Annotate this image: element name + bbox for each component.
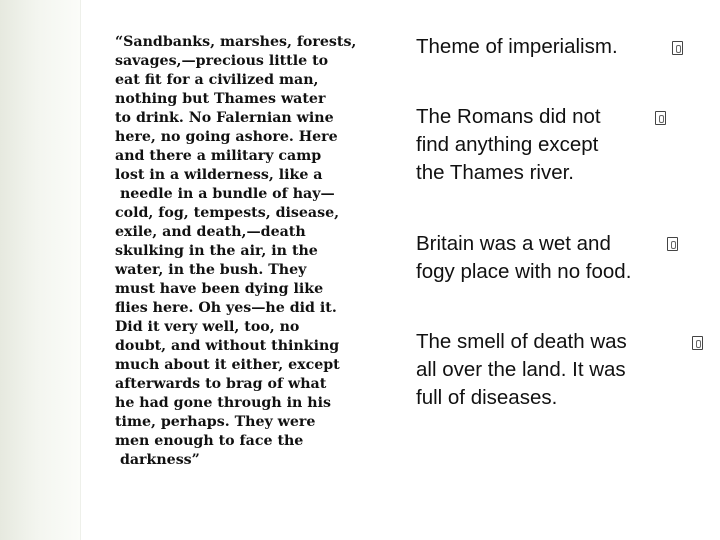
point-4-text: The smell of death was all over the land. It was full of diseases. — [416, 330, 627, 409]
point-3-text: Britain was a wet and fogy place with no food. — [416, 232, 632, 283]
quote-line: cold, fog, tempests, disease, — [115, 205, 340, 221]
missing-glyph-icon — [692, 336, 703, 350]
quote-line: nothing but Thames water — [115, 91, 326, 107]
quote-line: here, no going ashore. Here — [115, 129, 338, 145]
quote-line: he had gone through in his — [115, 395, 331, 411]
quote-line: must have been dying like — [115, 281, 324, 297]
quote-line: much about it either, except — [115, 357, 340, 373]
quote-line: exile, and death,—death — [115, 224, 306, 240]
left-decorative-band — [0, 0, 81, 540]
missing-glyph-icon — [667, 237, 678, 251]
quote-line: to drink. No Falernian wine — [115, 110, 334, 126]
quote-line: savages,—precious little to — [115, 53, 329, 69]
quote-line: skulking in the air, in the — [115, 243, 318, 259]
quote-line: “Sandbanks, marshes, forests, — [115, 34, 357, 50]
quote-line: Did it very well, too, no — [115, 319, 300, 335]
point-2-text: The Romans did not find anything except the Thames river. — [416, 105, 601, 184]
point-1-text: Theme of imperialism. — [416, 35, 618, 58]
quote-line: darkness” — [115, 452, 200, 468]
quote-line: eat fit for a civilized man, — [115, 72, 319, 88]
quote-line: doubt, and without thinking — [115, 338, 340, 354]
quote-line: needle in a bundle of hay— — [115, 186, 335, 202]
quote-text — [115, 33, 385, 470]
quote-line: lost in a wilderness, like a — [115, 167, 323, 183]
quote-line: water, in the bush. They — [115, 262, 307, 278]
quote-line: men enough to face the — [115, 433, 304, 449]
quote-line: and there a military camp — [115, 148, 322, 164]
missing-glyph-icon — [655, 111, 666, 125]
quote-line: time, perhaps. They were — [115, 414, 316, 430]
quote-line: afterwards to brag of what — [115, 376, 327, 392]
missing-glyph-icon — [672, 41, 683, 55]
quote-line: flies here. Oh yes—he did it. — [115, 300, 337, 316]
